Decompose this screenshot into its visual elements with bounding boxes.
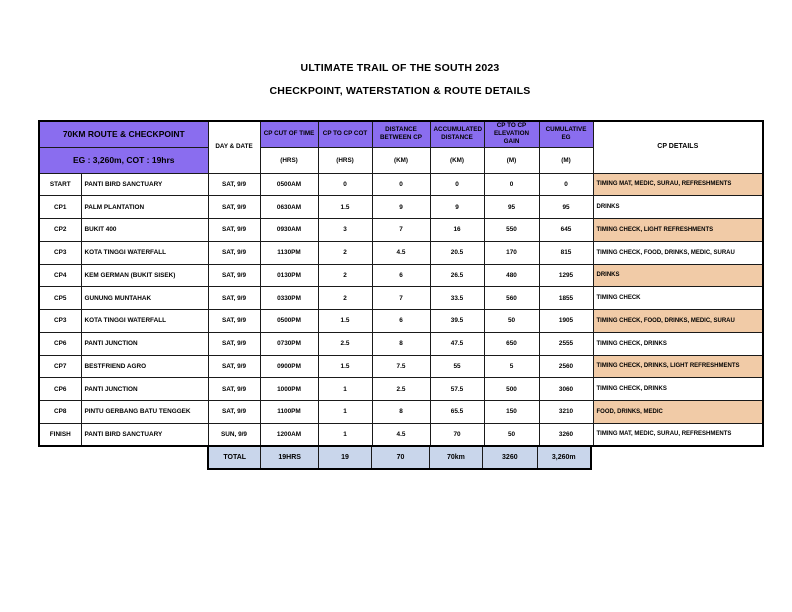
cut-off-time-value: 1100PM [260, 401, 318, 424]
cp-details-value: TIMING CHECK, FOOD, DRINKS, MEDIC, SURAU [593, 241, 763, 264]
table-row [39, 196, 763, 219]
checkpoint-name: PANTI JUNCTION [81, 332, 208, 355]
day-date-value: SAT, 9/9 [208, 196, 260, 219]
day-date-value: SAT, 9/9 [208, 401, 260, 424]
checkpoint-name: PANTI JUNCTION [81, 378, 208, 401]
cp-to-cp-cot-value: 1 [318, 378, 372, 401]
cp-label: CP8 [39, 401, 81, 424]
table-row [39, 355, 763, 378]
cp-label: CP7 [39, 355, 81, 378]
checkpoint-name: KEM GERMAN (BUKIT SISEK) [81, 264, 208, 287]
cumulative-eg-unit: (M) [539, 147, 593, 173]
elevation-gain-value: 650 [484, 332, 539, 355]
cut-off-time-header: CP CUT OF TIME [260, 121, 318, 147]
accumulated-distance-value: 47.5 [430, 332, 484, 355]
checkpoint-name: KOTA TINGGI WATERFALL [81, 241, 208, 264]
distance-between-cp-value: 7.5 [372, 355, 430, 378]
elevation-gain-value: 50 [484, 423, 539, 446]
total-label: TOTAL [223, 454, 247, 461]
table-row [39, 423, 763, 446]
total-value: 70 [371, 447, 428, 468]
cumulative-eg-value: 3260 [539, 423, 593, 446]
cut-off-time-value: 0930AM [260, 219, 318, 242]
cut-off-time-value: 1000PM [260, 378, 318, 401]
cp-label: CP5 [39, 287, 81, 310]
cp-label: CP6 [39, 378, 81, 401]
cumulative-eg-value: 3210 [539, 401, 593, 424]
day-date-header: DAY & DATE [208, 121, 260, 173]
elevation-gain-value: 5 [484, 355, 539, 378]
cumulative-eg-value: 2555 [539, 332, 593, 355]
cut-off-time-value: 1200AM [260, 423, 318, 446]
route-subtitle-cell: EG : 3,260m, COT : 19hrs [39, 147, 208, 173]
route-title-cell: 70KM ROUTE & CHECKPOINT [39, 121, 208, 147]
cumulative-eg-header: CUMULATIVE EG [539, 121, 593, 147]
cp-to-cp-cot-header: CP TO CP COT [318, 121, 372, 147]
day-date-value: SAT, 9/9 [208, 332, 260, 355]
total-value: 19 [318, 447, 371, 468]
checkpoint-name: PALM PLANTATION [81, 196, 208, 219]
accumulated-distance-value: 26.5 [430, 264, 484, 287]
cut-off-time-value: 0900PM [260, 355, 318, 378]
distance-between-cp-value: 4.5 [372, 241, 430, 264]
table-row [39, 264, 763, 287]
day-date-value: SAT, 9/9 [208, 219, 260, 242]
cp-to-cp-cot-value: 2 [318, 264, 372, 287]
day-date-value: SAT, 9/9 [208, 378, 260, 401]
distance-between-cp-value: 4.5 [372, 423, 430, 446]
cp-details-value: DRINKS [593, 264, 763, 287]
elevation-gain-value: 560 [484, 287, 539, 310]
table-row [39, 287, 763, 310]
elevation-gain-value: 550 [484, 219, 539, 242]
total-value: 70km [429, 447, 482, 468]
table-row [39, 401, 763, 424]
cumulative-eg-value: 645 [539, 219, 593, 242]
distance-between-cp-header: DISTANCE BETWEEN CP [372, 121, 430, 147]
day-date-value: SAT, 9/9 [208, 287, 260, 310]
cumulative-eg-value: 3060 [539, 378, 593, 401]
day-date-value: SAT, 9/9 [208, 241, 260, 264]
cp-label: START [39, 173, 81, 196]
checkpoint-name: PANTI BIRD SANCTUARY [81, 423, 208, 446]
cp-to-cp-cot-value: 1 [318, 423, 372, 446]
cp-details-value: TIMING CHECK, FOOD, DRINKS, MEDIC, SURAU [593, 310, 763, 333]
accumulated-distance-value: 55 [430, 355, 484, 378]
table-row [39, 310, 763, 333]
distance-between-cp-value: 7 [372, 287, 430, 310]
cut-off-time-value: 0630AM [260, 196, 318, 219]
total-row [207, 445, 592, 470]
distance-between-cp-value: 2.5 [372, 378, 430, 401]
cp-label: CP3 [39, 310, 81, 333]
distance-between-cp-value: 0 [372, 173, 430, 196]
cumulative-eg-value: 1905 [539, 310, 593, 333]
table-row [39, 173, 763, 196]
day-date-value: SAT, 9/9 [208, 310, 260, 333]
checkpoint-name: KOTA TINGGI WATERFALL [81, 310, 208, 333]
page-subtitle: CHECKPOINT, WATERSTATION & ROUTE DETAILS [269, 85, 531, 97]
table-row [39, 332, 763, 355]
accumulated-distance-value: 9 [430, 196, 484, 219]
cp-to-cp-cot-value: 1.5 [318, 310, 372, 333]
elevation-gain-value: 95 [484, 196, 539, 219]
cp-details-value: TIMING CHECK, LIGHT REFRESHMENTS [593, 219, 763, 242]
cp-to-cp-cot-value: 1 [318, 401, 372, 424]
distance-between-cp-value: 8 [372, 401, 430, 424]
cp-to-cp-cot-value: 2 [318, 287, 372, 310]
cp-details-value: DRINKS [593, 196, 763, 219]
cp-details-value: TIMING CHECK [593, 287, 763, 310]
cp-to-cp-cot-value: 1.5 [318, 196, 372, 219]
accumulated-distance-value: 20.5 [430, 241, 484, 264]
cp-label: CP2 [39, 219, 81, 242]
cp-to-cp-cot-value: 2 [318, 241, 372, 264]
table-header [39, 121, 763, 173]
accumulated-distance-value: 39.5 [430, 310, 484, 333]
day-date-value: SUN, 9/9 [208, 423, 260, 446]
cumulative-eg-value: 815 [539, 241, 593, 264]
cp-details-header: CP DETAILS [593, 121, 763, 173]
day-date-value: SAT, 9/9 [208, 173, 260, 196]
elevation-gain-unit: (M) [484, 147, 539, 173]
elevation-gain-value: 480 [484, 264, 539, 287]
cp-label: CP4 [39, 264, 81, 287]
cut-off-time-value: 0500PM [260, 310, 318, 333]
table-row [39, 241, 763, 264]
elevation-gain-header: CP TO CP ELEVATION GAIN [484, 121, 539, 147]
accumulated-distance-header: ACCUMULATED DISTANCE [430, 121, 484, 147]
cp-details-value: TIMING CHECK, DRINKS [593, 378, 763, 401]
distance-between-cp-unit: (KM) [372, 147, 430, 173]
accumulated-distance-value: 16 [430, 219, 484, 242]
cumulative-eg-value: 1295 [539, 264, 593, 287]
elevation-gain-value: 150 [484, 401, 539, 424]
cp-label: CP3 [39, 241, 81, 264]
cp-to-cp-cot-value: 1.5 [318, 355, 372, 378]
cut-off-time-value: 0130PM [260, 264, 318, 287]
checkpoint-name: PINTU GERBANG BATU TENGGEK [81, 401, 208, 424]
accumulated-distance-value: 65.5 [430, 401, 484, 424]
cp-details-value: TIMING CHECK, DRINKS, LIGHT REFRESHMENTS [593, 355, 763, 378]
table-row [39, 219, 763, 242]
cut-off-time-unit: (HRS) [260, 147, 318, 173]
total-value: 3,260m [537, 447, 590, 468]
table-body [39, 173, 763, 446]
distance-between-cp-value: 6 [372, 264, 430, 287]
table-row [39, 378, 763, 401]
cp-to-cp-cot-value: 3 [318, 219, 372, 242]
accumulated-distance-value: 70 [430, 423, 484, 446]
total-value: 19HRS [260, 447, 317, 468]
cp-label: FINISH [39, 423, 81, 446]
accumulated-distance-value: 0 [430, 173, 484, 196]
elevation-gain-value: 0 [484, 173, 539, 196]
cp-details-value: TIMING MAT, MEDIC, SURAU, REFRESHMENTS [593, 173, 763, 196]
cp-to-cp-cot-value: 2.5 [318, 332, 372, 355]
distance-between-cp-value: 6 [372, 310, 430, 333]
accumulated-distance-unit: (KM) [430, 147, 484, 173]
route-checkpoint-table [38, 120, 764, 447]
page-title: ULTIMATE TRAIL OF THE SOUTH 2023 [300, 62, 500, 74]
cp-details-value: TIMING MAT, MEDIC, SURAU, REFRESHMENTS [593, 423, 763, 446]
checkpoint-name: BESTFRIEND AGRO [81, 355, 208, 378]
elevation-gain-value: 170 [484, 241, 539, 264]
checkpoint-name: PANTI BIRD SANCTUARY [81, 173, 208, 196]
cut-off-time-value: 1130PM [260, 241, 318, 264]
distance-between-cp-value: 8 [372, 332, 430, 355]
cumulative-eg-value: 1855 [539, 287, 593, 310]
cp-details-value: TIMING CHECK, DRINKS [593, 332, 763, 355]
cp-to-cp-cot-unit: (HRS) [318, 147, 372, 173]
accumulated-distance-value: 33.5 [430, 287, 484, 310]
elevation-gain-value: 50 [484, 310, 539, 333]
day-date-value: SAT, 9/9 [208, 264, 260, 287]
checkpoint-name: GUNUNG MUNTAHAK [81, 287, 208, 310]
cp-details-value: FOOD, DRINKS, MEDIC [593, 401, 763, 424]
day-date-value: SAT, 9/9 [208, 355, 260, 378]
distance-between-cp-value: 7 [372, 219, 430, 242]
cumulative-eg-value: 95 [539, 196, 593, 219]
cp-label: CP6 [39, 332, 81, 355]
cp-label: CP1 [39, 196, 81, 219]
cut-off-time-value: 0330PM [260, 287, 318, 310]
checkpoint-name: BUKIT 400 [81, 219, 208, 242]
total-value: 3260 [482, 447, 536, 468]
accumulated-distance-value: 57.5 [430, 378, 484, 401]
elevation-gain-value: 500 [484, 378, 539, 401]
cut-off-time-value: 0500AM [260, 173, 318, 196]
distance-between-cp-value: 9 [372, 196, 430, 219]
cut-off-time-value: 0730PM [260, 332, 318, 355]
cumulative-eg-value: 2560 [539, 355, 593, 378]
cp-to-cp-cot-value: 0 [318, 173, 372, 196]
cumulative-eg-value: 0 [539, 173, 593, 196]
